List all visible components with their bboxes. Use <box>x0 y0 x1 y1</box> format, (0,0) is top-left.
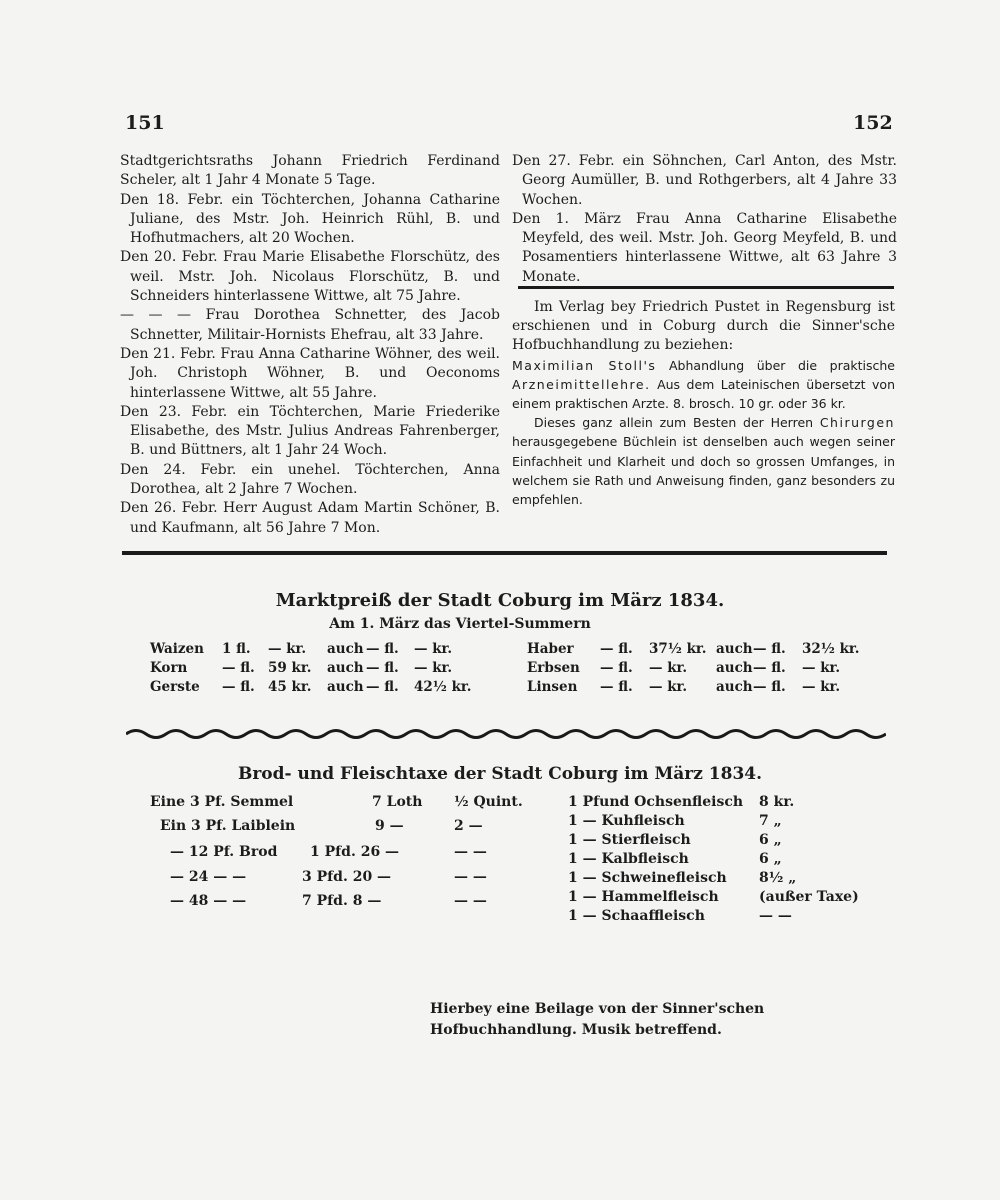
meat-item: 1 — Hammelfleisch <box>568 889 719 905</box>
ad-recommendation <box>512 413 895 509</box>
market-subtitle: Am 1. März das Viertel-Summern <box>329 616 591 632</box>
ad-text-a: Dieses ganz allein zum Besten der Herren <box>534 415 814 431</box>
bread-quint: — — <box>454 869 487 885</box>
market-word: auch <box>327 641 364 657</box>
notice-entry: Den 27. Febr. ein Söhnchen, Carl Anton, des Mstr. Georg Aumüller, B. und Rothgerbers, alt 4 Jahre 33 Wochen. <box>512 153 897 208</box>
market-grain: Korn <box>150 660 188 676</box>
meat-item: 1 — Schaaffleisch <box>568 908 705 924</box>
market-price: — kr. <box>802 660 841 676</box>
market-price: — fl. <box>753 641 786 657</box>
ad-book-subject: Arzneimittellehre. <box>512 376 651 392</box>
market-price: 42½ kr. <box>414 679 472 695</box>
meat-price: 8½ „ <box>759 870 797 886</box>
meat-item: 1 — Kalbfleisch <box>568 851 689 867</box>
market-price: — fl. <box>222 660 255 676</box>
tax-title: Brod- und Fleischtaxe der Stadt Coburg im März 1834. <box>237 764 763 784</box>
market-word: auch <box>716 660 753 676</box>
bread-item: — 24 — — <box>170 869 247 885</box>
ad-book-rest: Abhandlung über die praktische <box>669 357 895 373</box>
bread-quint: — — <box>454 893 487 909</box>
market-price: — fl. <box>366 679 399 695</box>
market-price: 45 kr. <box>268 679 312 695</box>
bread-weight: 3 Pfd. 20 — <box>302 869 392 885</box>
meat-price: — — <box>759 908 792 924</box>
market-price: 1 fl. <box>222 641 251 657</box>
ad-book-details: Aus dem Lateinischen übersetzt von einem praktischen Arzte. 8. brosch. 10 gr. oder 36 kr. <box>512 376 895 412</box>
market-price: — fl. <box>600 660 633 676</box>
notice-entry: Den 26. Febr. Herr August Adam Martin Schöner, B. und Kaufmann, alt 56 Jahre 7 Mon. <box>120 500 500 536</box>
market-price: — fl. <box>600 679 633 695</box>
bread-item: — 12 Pf. Brod <box>170 844 278 860</box>
market-price: — kr. <box>268 641 307 657</box>
market-price: — fl. <box>753 679 786 695</box>
meat-price: (außer Taxe) <box>759 889 859 905</box>
section-rule <box>518 286 894 289</box>
ad-text-chirurgen: Chirurgen <box>819 415 895 431</box>
market-price: — fl. <box>222 679 255 695</box>
meat-price: 8 kr. <box>759 794 795 810</box>
ad-book-author: Maximilian Stoll's <box>512 357 657 373</box>
meat-price: 7 „ <box>759 813 782 829</box>
meat-item: 1 — Kuhfleisch <box>568 813 685 829</box>
market-word: auch <box>716 641 753 657</box>
notice-entry: — — — Frau Dorothea Schnetter, des Jacob Schnetter, Militair-Hornists Ehefrau, alt 33 Jahre. <box>120 307 500 343</box>
bread-quint: 2 — <box>454 818 483 834</box>
wavy-separator <box>126 727 886 741</box>
market-price: — kr. <box>802 679 841 695</box>
bread-weight: 7 Pfd. 8 — <box>302 893 382 909</box>
ad-text-c: herausgegebene Büchlein ist denselben auch wegen seiner Einfachheit und Klarheit und doch so grossen Umfanges, in welchem sie Rath und Anweisung finden, ganz besonders zu empfehlen. <box>512 434 895 508</box>
market-grain: Erbsen <box>527 660 580 676</box>
death-notices-left-column <box>120 152 500 538</box>
market-price: — kr. <box>649 679 688 695</box>
bread-item: — 48 — — <box>170 893 247 909</box>
market-title: Marktpreiß der Stadt Coburg im März 1834. <box>275 590 725 611</box>
bread-weight: 7 Loth <box>372 794 423 810</box>
market-word: auch <box>716 679 753 695</box>
notice-entry: Den 20. Febr. Frau Marie Elisabethe Florschütz, des weil. Mstr. Joh. Nicolaus Florschütz, B. und Schneiders hinterlassene Wittwe, alt 75 Jahre. <box>120 249 500 305</box>
market-price: — fl. <box>600 641 633 657</box>
bread-item: Eine 3 Pf. Semmel <box>150 794 294 810</box>
market-price: — fl. <box>753 660 786 676</box>
supplement-notice: Hierbey eine Beilage von der Sinner'schen Hofbuchhandlung. Musik betreffend. <box>430 1001 765 1038</box>
market-price: — kr. <box>414 660 453 676</box>
market-price: — fl. <box>366 641 399 657</box>
ad-intro: Im Verlag bey Friedrich Pustet in Regensburg ist erschienen und in Coburg durch die Sinner'sche Hofbuchhandlung zu beziehen: <box>512 299 895 354</box>
market-price: — kr. <box>414 641 453 657</box>
meat-item: 1 — Stierfleisch <box>568 832 691 848</box>
market-price: 37½ kr. <box>649 641 707 657</box>
ad-book <box>512 356 895 414</box>
bread-weight: 9 — <box>375 818 404 834</box>
market-price: 59 kr. <box>268 660 312 676</box>
notice-entry: Den 21. Febr. Frau Anna Catharine Wöhner, des weil. Joh. Christoph Wöhner, B. und Oeconoms hinterlassene Wittwe, alt 55 Jahre. <box>120 345 500 401</box>
notice-entry: Den 24. Febr. ein unehel. Töchterchen, Anna Dorothea, alt 2 Jahre 7 Wochen. <box>120 461 500 498</box>
market-price: — kr. <box>649 660 688 676</box>
notice-entry: Den 1. März Frau Anna Catharine Elisabethe Meyfeld, des weil. Mstr. Joh. Georg Meyfeld, B. und Posamentiers hinterlassene Wittwe, alt 63 Jahre 3 Monate. <box>512 210 897 285</box>
market-price: — fl. <box>366 660 399 676</box>
bread-quint: ½ Quint. <box>454 794 523 810</box>
bread-item: Ein 3 Pf. Laiblein <box>160 818 296 834</box>
death-notices-right-column <box>512 152 897 287</box>
market-grain: Linsen <box>527 679 578 695</box>
market-price: 32½ kr. <box>802 641 860 657</box>
meat-item: 1 Pfund Ochsenfleisch <box>568 794 744 810</box>
market-grain: Waizen <box>150 641 204 657</box>
bread-weight: 1 Pfd. 26 — <box>310 844 400 860</box>
market-grain: Haber <box>527 641 574 657</box>
notice-entry: Den 23. Febr. ein Töchterchen, Marie Friederike Elisabethe, des Mstr. Julius Andreas Fahrenberger, B. und Büttners, alt 1 Jahr 24 Woch. <box>120 403 500 459</box>
market-word: auch <box>327 660 364 676</box>
page-number-left: 151 <box>125 112 165 134</box>
market-grain: Gerste <box>150 679 200 695</box>
meat-price: 6 „ <box>759 851 782 867</box>
book-advertisement <box>512 298 895 509</box>
notice-entry: Stadtgerichtsraths Johann Friedrich Ferdinand Scheler, alt 1 Jahr 4 Monate 5 Tage. <box>120 153 500 189</box>
meat-item: 1 — Schweinefleisch <box>568 870 727 886</box>
notice-entry: Den 18. Febr. ein Töchterchen, Johanna Catharine Juliane, des Mstr. Joh. Heinrich Rühl, B. und Hofhutmachers, alt 20 Wochen. <box>120 191 500 247</box>
page-number-right: 152 <box>853 112 893 134</box>
market-word: auch <box>327 679 364 695</box>
bread-quint: — — <box>454 844 487 860</box>
market-top-rule <box>122 551 887 555</box>
meat-price: 6 „ <box>759 832 782 848</box>
